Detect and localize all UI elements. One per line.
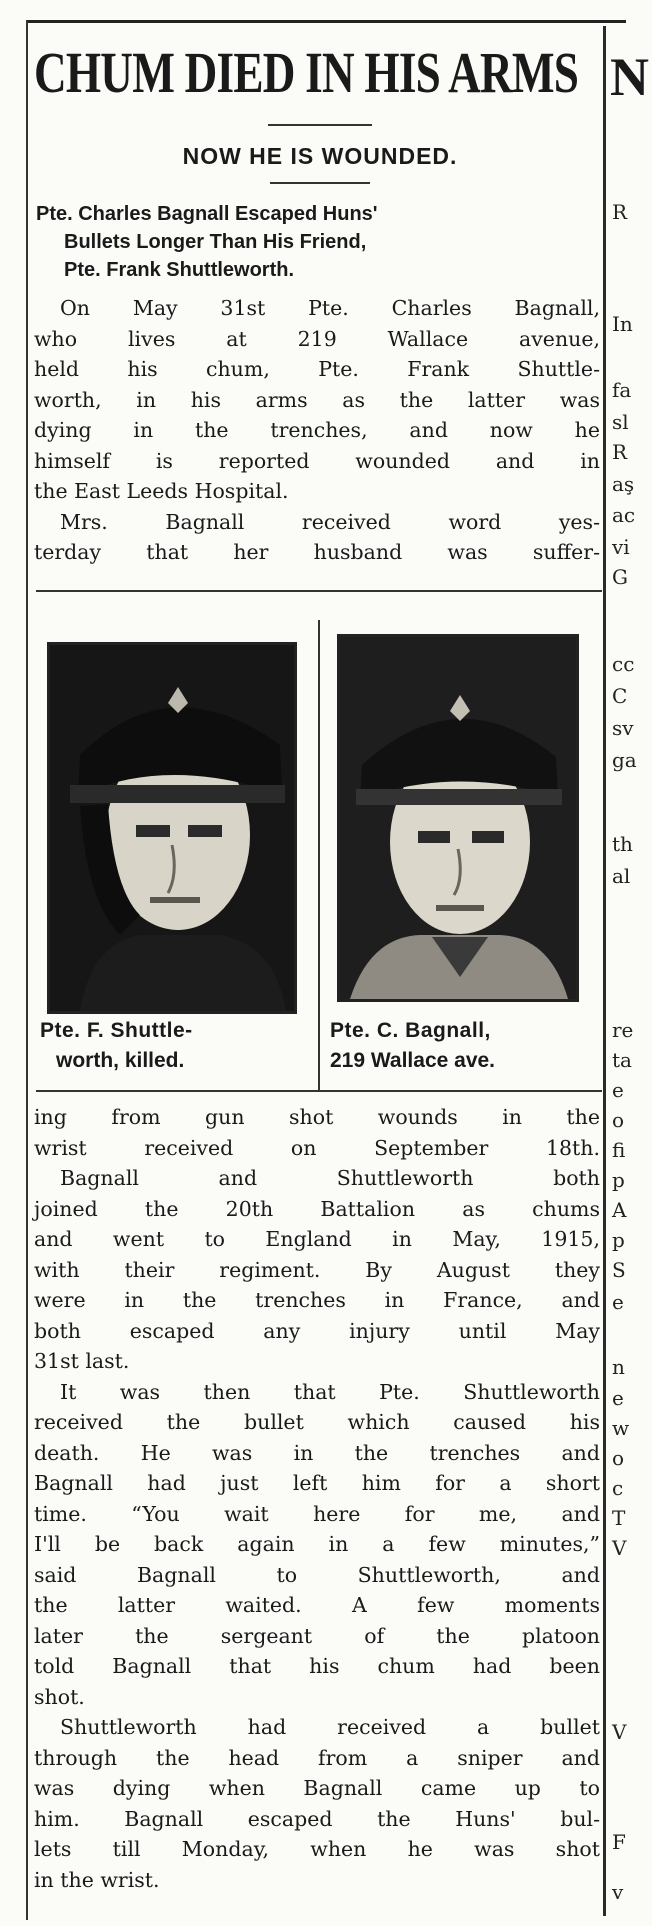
fragment: aş xyxy=(612,472,635,496)
fragment: vi xyxy=(612,535,630,559)
body-line: held his chum, Pte. Frank Shuttle- xyxy=(34,357,600,381)
fragment: e xyxy=(612,1386,624,1410)
body-line: On May 31st Pte. Charles Bagnall, xyxy=(60,296,600,320)
fragment: e xyxy=(612,1290,624,1314)
caption-line: 219 Wallace ave. xyxy=(330,1049,496,1072)
body-line: dying in the trenches, and now he xyxy=(34,418,600,442)
body-line: told Bagnall that his chum had been xyxy=(34,1654,600,1678)
fragment: p xyxy=(612,1168,625,1192)
fragment: p xyxy=(612,1228,625,1252)
body-line: Bagnall had just left him for a short xyxy=(34,1471,600,1495)
body-line: was dying when Bagnall came up to xyxy=(34,1776,600,1800)
headline-rule xyxy=(268,124,372,126)
body-line: Bagnall and Shuttleworth both xyxy=(60,1166,600,1190)
body-line: worth, in his arms as the latter was xyxy=(34,387,600,412)
fragment: R xyxy=(612,200,628,224)
headline: CHUM DIED IN HIS ARMS xyxy=(34,40,579,105)
body-line: were in the trenches in France, and xyxy=(34,1288,600,1312)
fragment: F xyxy=(612,1830,626,1854)
caption-line: worth, killed. xyxy=(56,1049,185,1072)
fragment: fi xyxy=(612,1138,626,1162)
fragment: o xyxy=(612,1446,625,1470)
body-line: received the bullet which caused his xyxy=(34,1410,600,1434)
deck-headline: NOW HE IS WOUNDED. xyxy=(182,143,458,169)
body-line: I'll be back again in a few minutes,” xyxy=(34,1532,600,1556)
fragment: V xyxy=(612,1536,627,1560)
body-line: with their regiment. By August they xyxy=(34,1257,600,1282)
adjacent-headline-fragment: N xyxy=(610,47,649,107)
body-line: the latter waited. A few moments xyxy=(34,1593,600,1617)
fragment: T xyxy=(612,1506,626,1530)
photo-section-bottom-rule xyxy=(36,1090,602,1092)
photo-divider-rule xyxy=(318,620,320,1090)
body-line: Shuttleworth had received a bullet xyxy=(60,1715,600,1739)
body-line: and went to England in May, 1915, xyxy=(34,1227,600,1251)
fragment: ac xyxy=(612,503,636,527)
caption-shuttleworth xyxy=(40,1016,310,1076)
body-line: who lives at 219 Wallace avenue, xyxy=(34,326,600,351)
body-line: time. “You wait here for me, and xyxy=(34,1501,600,1526)
body-line: lets till Monday, when he was shot xyxy=(34,1837,600,1861)
article-body-bottom xyxy=(34,1102,600,1895)
body-line: wrist received on September 18th. xyxy=(34,1135,600,1160)
subdeck-line: Pte. Frank Shuttleworth. xyxy=(64,259,295,281)
fragment: th xyxy=(612,832,633,856)
subdeck-line: Pte. Charles Bagnall Escaped Huns' xyxy=(36,203,378,225)
caption-line: Pte. C. Bagnall, xyxy=(330,1019,491,1042)
caption-line: Pte. F. Shuttle- xyxy=(40,1019,193,1042)
fragment: G xyxy=(612,565,628,589)
body-line: shot. xyxy=(34,1684,85,1709)
subdeck-line: Bullets Longer Than His Friend, xyxy=(64,231,367,253)
body-line: terday that her husband was suffer- xyxy=(34,540,600,564)
body-line: later the sergeant of the platoon xyxy=(34,1623,600,1648)
caption-bagnall xyxy=(330,1016,602,1076)
fragment: n xyxy=(612,1355,625,1379)
top-rule xyxy=(26,20,626,23)
deck-rule xyxy=(270,182,370,184)
fragment: ga xyxy=(612,748,637,772)
fragment: C xyxy=(612,684,628,708)
column-divider-rule xyxy=(603,26,606,1916)
left-column-rule xyxy=(26,20,28,1920)
fragment: fa xyxy=(612,378,632,402)
body-line: him. Bagnall escaped the Huns' bul- xyxy=(34,1806,600,1831)
body-line: ing from gun shot wounds in the xyxy=(34,1105,600,1129)
body-line: 31st last. xyxy=(34,1349,130,1373)
body-line: in the wrist. xyxy=(34,1867,160,1892)
body-line: It was then that Pte. Shuttleworth xyxy=(60,1379,600,1404)
fragment: R xyxy=(612,440,628,464)
fragment: sv xyxy=(612,716,634,740)
body-line: himself is reported wounded and in xyxy=(34,448,600,473)
article-body-top xyxy=(34,293,600,568)
fragment: ta xyxy=(612,1048,632,1072)
fragment: e xyxy=(612,1078,624,1102)
body-line: death. He was in the trenches and xyxy=(34,1440,600,1465)
fragment: al xyxy=(612,864,631,888)
fragment: w xyxy=(612,1416,630,1440)
fragment: o xyxy=(612,1108,625,1132)
body-line: joined the 20th Battalion as chums xyxy=(34,1196,600,1221)
fragment: sl xyxy=(612,410,629,434)
photo-section-top-rule xyxy=(36,590,602,592)
portrait-photo-bagnall xyxy=(337,634,579,1002)
body-line: Mrs. Bagnall received word yes- xyxy=(60,509,600,534)
fragment: A xyxy=(612,1198,627,1222)
body-line: through the head from a sniper and xyxy=(34,1745,600,1770)
body-line: said Bagnall to Shuttleworth, and xyxy=(34,1562,600,1587)
portrait-photo-shuttleworth xyxy=(47,642,297,1014)
body-line: both escaped any injury until May xyxy=(34,1318,600,1343)
fragment: In xyxy=(612,312,633,336)
fragment: cc xyxy=(612,652,635,676)
subdeck xyxy=(36,200,602,284)
fragment: S xyxy=(612,1258,626,1282)
body-line: the East Leeds Hospital. xyxy=(34,479,289,503)
fragment: v xyxy=(612,1880,624,1904)
fragment: c xyxy=(612,1476,624,1500)
fragment: re xyxy=(612,1018,634,1042)
fragment: V xyxy=(612,1720,627,1744)
